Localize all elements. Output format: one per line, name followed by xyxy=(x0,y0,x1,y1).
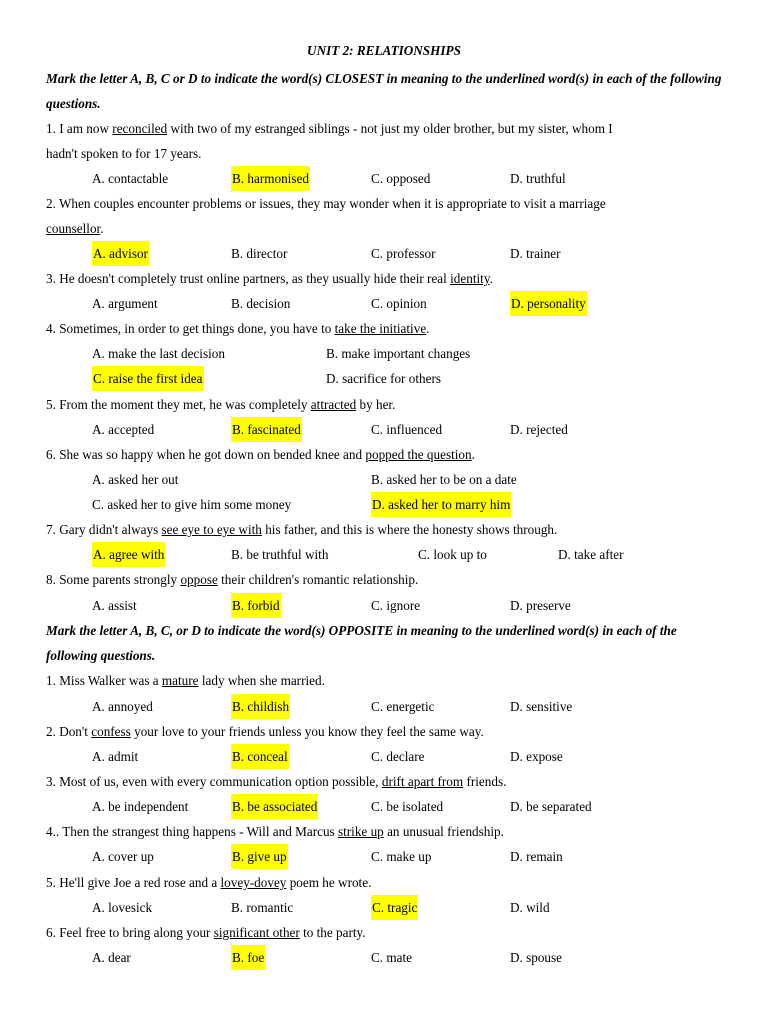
underlined-word: counsellor xyxy=(46,221,101,236)
option-c[interactable]: C. ignore xyxy=(371,598,421,613)
underlined-word: reconciled xyxy=(112,121,168,136)
options-s2-2 xyxy=(92,744,752,769)
option-b[interactable]: B. romantic xyxy=(231,900,294,915)
question-s1-1: 1. I am now reconciled with two of my estranged siblings - not just my older brother, but my sister, whom I xyxy=(46,121,613,136)
option-b-answer[interactable]: B. childish xyxy=(231,694,290,719)
question-s2-5: 5. He'll give Joe a red rose and a lovey-dovey poem he wrote. xyxy=(46,875,372,890)
option-c[interactable]: C. make up xyxy=(371,849,432,864)
option-c[interactable]: C. look up to xyxy=(418,547,487,562)
option-b[interactable]: B. director xyxy=(231,246,288,261)
option-b-answer[interactable]: B. give up xyxy=(231,844,288,869)
options-s2-6 xyxy=(92,945,752,970)
option-d[interactable]: D. spouse xyxy=(510,950,563,965)
option-a-answer[interactable]: A. agree with xyxy=(92,542,165,567)
question-s1-6: 6. She was so happy when he got down on bended knee and popped the question. xyxy=(46,447,475,462)
option-d-answer[interactable]: D. personality xyxy=(510,291,587,316)
options-s1-6-row1 xyxy=(92,467,752,492)
option-a[interactable]: A. dear xyxy=(92,950,131,965)
option-a[interactable]: A. argument xyxy=(92,296,158,311)
underlined-word: see eye to eye with xyxy=(161,522,262,537)
question-s1-2: 2. When couples encounter problems or issues, they may wonder when it is appropriate to visit a marriage xyxy=(46,196,606,211)
option-d[interactable]: D. sensitive xyxy=(510,699,573,714)
underlined-word: take the initiative xyxy=(334,321,427,336)
question-s2-4: 4.. Then the strangest thing happens - Will and Marcus strike up an unusual friendship. xyxy=(46,824,504,839)
options-s1-5 xyxy=(92,417,752,442)
underlined-word: drift apart from xyxy=(381,774,464,789)
option-c[interactable]: C. opinion xyxy=(371,296,427,311)
options-s2-5 xyxy=(92,895,752,920)
option-d[interactable]: D. trainer xyxy=(510,246,561,261)
option-d[interactable]: D. rejected xyxy=(510,422,568,437)
question-s2-2: 2. Don't confess your love to your friends unless you know they feel the same way. xyxy=(46,724,484,739)
underlined-word: lovey-dovey xyxy=(220,875,287,890)
option-a[interactable]: A. admit xyxy=(92,749,139,764)
option-c[interactable]: C. be isolated xyxy=(371,799,444,814)
option-d[interactable]: D. be separated xyxy=(510,799,592,814)
question-s1-8: 8. Some parents strongly oppose their children's romantic relationship. xyxy=(46,572,419,587)
option-a[interactable]: A. asked her out xyxy=(92,472,179,487)
option-a[interactable]: A. be independent xyxy=(92,799,189,814)
options-s1-2 xyxy=(92,241,752,266)
instruction-closest: Mark the letter A, B, C or D to indicate the word(s) CLOSEST in meaning to the underlined word(s) in each of the following questions. xyxy=(46,71,722,111)
underlined-word: oppose xyxy=(180,572,218,587)
options-s1-1 xyxy=(92,166,752,191)
option-b[interactable]: B. decision xyxy=(231,296,291,311)
underlined-word: identity xyxy=(450,271,490,286)
option-d[interactable]: D. remain xyxy=(510,849,563,864)
question-s1-7: 7. Gary didn't always see eye to eye with his father, and this is where the honesty shows through. xyxy=(46,522,558,537)
underlined-word: attracted xyxy=(310,397,357,412)
option-a[interactable]: A. assist xyxy=(92,598,137,613)
underlined-word: significant other xyxy=(213,925,300,940)
options-s2-3 xyxy=(92,794,752,819)
question-s1-1-line2: hadn't spoken to for 17 years. xyxy=(46,146,202,161)
question-s1-3: 3. He doesn't completely trust online partners, as they usually hide their real identity. xyxy=(46,271,493,286)
underlined-word: popped the question xyxy=(365,447,472,462)
option-c[interactable]: C. professor xyxy=(371,246,436,261)
option-a[interactable]: A. accepted xyxy=(92,422,155,437)
option-d[interactable]: D. preserve xyxy=(510,598,571,613)
option-d[interactable]: D. truthful xyxy=(510,171,566,186)
instruction-opposite: Mark the letter A, B, C, or D to indicate the word(s) OPPOSITE in meaning to the underlined word(s) in each of the following questions. xyxy=(46,623,677,663)
option-c[interactable]: C. energetic xyxy=(371,699,435,714)
option-a[interactable]: A. make the last decision xyxy=(92,346,225,361)
option-d[interactable]: D. wild xyxy=(510,900,550,915)
option-b-answer[interactable]: B. harmonised xyxy=(231,166,310,191)
question-s2-1: 1. Miss Walker was a mature lady when she married. xyxy=(46,673,325,688)
option-c[interactable]: C. declare xyxy=(371,749,425,764)
question-s2-6: 6. Feel free to bring along your significant other to the party. xyxy=(46,925,366,940)
options-s1-4-row1 xyxy=(92,341,752,366)
option-b[interactable]: B. be truthful with xyxy=(231,547,329,562)
option-a-answer[interactable]: A. advisor xyxy=(92,241,149,266)
option-a[interactable]: A. lovesick xyxy=(92,900,153,915)
option-b[interactable]: B. asked her to be on a date xyxy=(371,472,517,487)
option-b-answer[interactable]: B. conceal xyxy=(231,744,289,769)
question-s1-4: 4. Sometimes, in order to get things done, you have to take the initiative. xyxy=(46,321,430,336)
option-c-answer[interactable]: C. tragic xyxy=(371,895,418,920)
option-a[interactable]: A. cover up xyxy=(92,849,154,864)
question-s1-5: 5. From the moment they met, he was completely attracted by her. xyxy=(46,397,396,412)
underlined-word: strike up xyxy=(337,824,384,839)
options-s2-4 xyxy=(92,844,752,869)
option-c[interactable]: C. opposed xyxy=(371,171,431,186)
option-b-answer[interactable]: B. be associated xyxy=(231,794,318,819)
option-b[interactable]: B. make important changes xyxy=(326,346,471,361)
option-a[interactable]: A. annoyed xyxy=(92,699,153,714)
options-s2-1 xyxy=(92,694,752,719)
question-s2-3: 3. Most of us, even with every communication option possible, drift apart from friends. xyxy=(46,774,507,789)
option-b-answer[interactable]: B. forbid xyxy=(231,593,281,618)
options-s1-4-row2 xyxy=(92,366,752,391)
question-s1-2-line2: counsellor. xyxy=(46,221,104,236)
options-s1-7 xyxy=(92,542,752,567)
option-d-answer[interactable]: D. asked her to marry him xyxy=(371,492,511,517)
option-d[interactable]: D. sacrifice for others xyxy=(326,371,441,386)
options-s1-8 xyxy=(92,593,752,618)
option-c[interactable]: C. asked her to give him some money xyxy=(92,497,292,512)
option-c[interactable]: C. influenced xyxy=(371,422,443,437)
underlined-word: confess xyxy=(91,724,131,739)
option-c-answer[interactable]: C. raise the first idea xyxy=(92,366,204,391)
option-d[interactable]: D. take after xyxy=(558,547,624,562)
underlined-word: mature xyxy=(161,673,199,688)
option-a[interactable]: A. contactable xyxy=(92,171,169,186)
options-s1-3 xyxy=(92,291,752,316)
option-b-answer[interactable]: B. fascinated xyxy=(231,417,302,442)
options-s1-6-row2 xyxy=(92,492,752,517)
option-d[interactable]: D. expose xyxy=(510,749,563,764)
page-title: UNIT 2: RELATIONSHIPS xyxy=(307,43,461,58)
option-c[interactable]: C. mate xyxy=(371,950,413,965)
option-b-answer[interactable]: B. foe xyxy=(231,945,265,970)
